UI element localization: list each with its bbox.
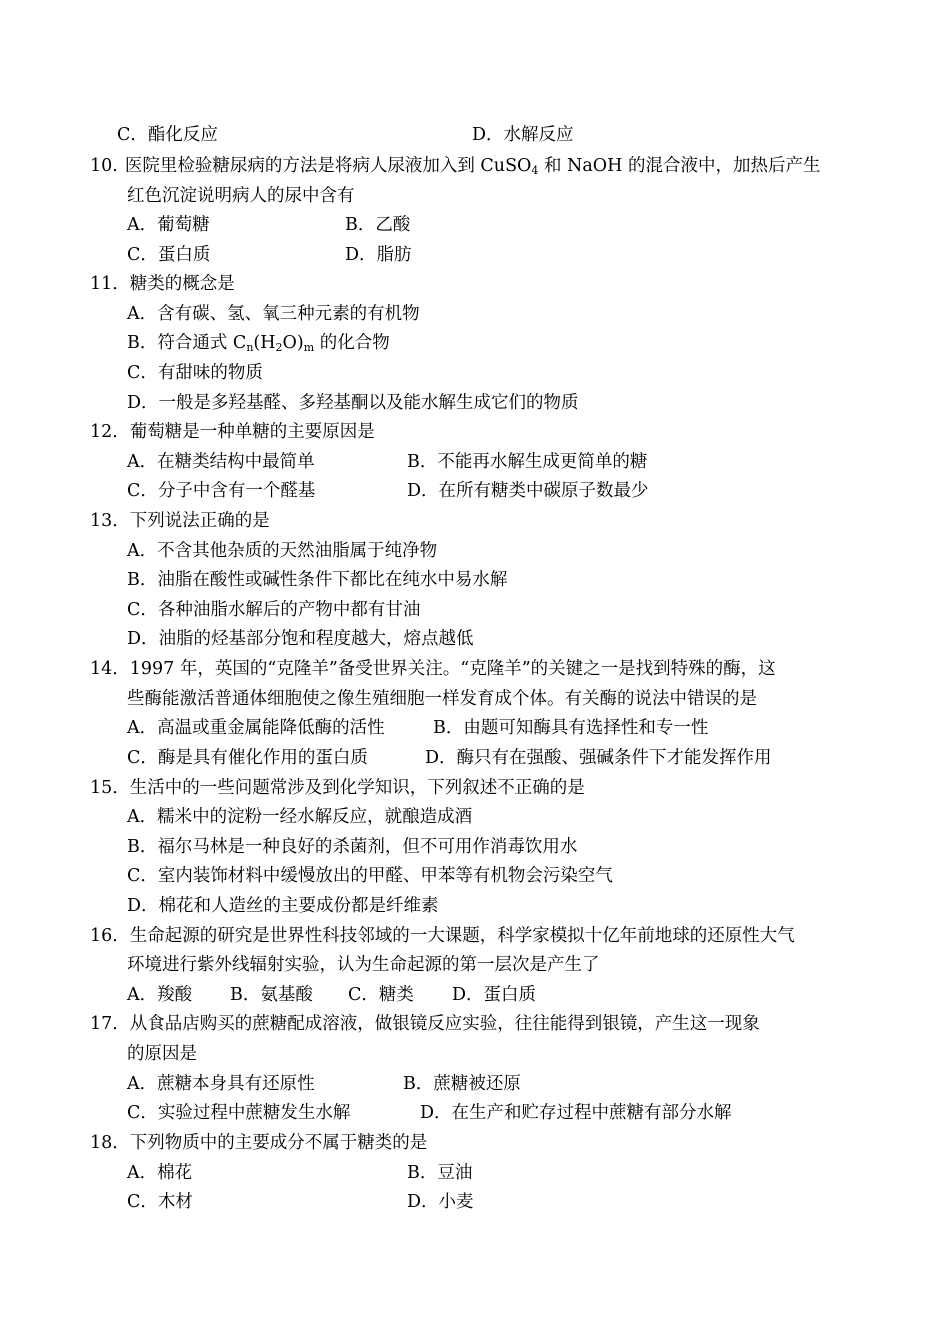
q12-option-a: A．在糖类结构中最简单 (127, 452, 315, 472)
q10-option-d: D．脂肪 (345, 245, 412, 265)
q14-option-c: C．酶是具有催化作用的蛋白质 (127, 748, 368, 768)
q16-stem-line2: 环境进行紫外线辐射实验，认为生命起源的第一层次是产生了 (127, 955, 600, 975)
q18-option-b: B．豆油 (407, 1163, 473, 1183)
q16-option-d: D．蛋白质 (452, 985, 537, 1005)
q14-stem-line2: 些酶能激活普通体细胞使之像生殖细胞一样发育成个体。有关酶的说法中错误的是 (127, 689, 757, 709)
q14-option-d: D．酶只有在强酸、强碱条件下才能发挥作用 (425, 748, 772, 768)
q16-option-b: B．氨基酸 (230, 985, 313, 1005)
q15-number: 15． (90, 778, 130, 798)
q17-stem-text1: 从食品店购买的蔗糖配成溶液，做银镜反应实验，往往能得到银镜，产生这一现象 (129, 1014, 760, 1034)
q11-stem (90, 273, 235, 295)
q12-stem (90, 421, 375, 443)
q12-option-b: B．不能再水解生成更简单的糖 (407, 452, 648, 472)
q18-stem (90, 1132, 427, 1154)
q12-stem-text: 葡萄糖是一种单糖的主要原因是 (129, 422, 375, 442)
q18-number: 18． (90, 1133, 130, 1153)
q15-stem (90, 777, 585, 799)
q17-number: 17． (90, 1014, 130, 1034)
q16-option-a: A．羧酸 (127, 985, 193, 1005)
q15-option-d: D．棉花和人造丝的主要成份都是纤维素 (127, 896, 439, 916)
q10-stem-part-a: 医院里检验糖尿病的方法是将病人尿液加入到 CuSO (124, 156, 532, 176)
q10-option-b: B．乙酸 (345, 215, 411, 235)
q15-stem-text: 生活中的一些问题常涉及到化学知识，下列叙述不正确的是 (129, 778, 585, 798)
q11-option-b-part-b: (H (253, 333, 276, 353)
q11-option-b-sub-m: m (303, 341, 315, 354)
q18-option-c: C．木材 (127, 1192, 193, 1212)
q11-option-b (127, 332, 390, 354)
q17-option-b: B．蔗糖被还原 (403, 1074, 521, 1094)
q10-stem-part-b: 和 NaOH 的混合液中，加热后产生 (538, 156, 821, 176)
q15-option-c: C．室内装饰材料中缓慢放出的甲醛、甲苯等有机物会污染空气 (127, 866, 613, 886)
q14-stem-line1 (90, 658, 776, 680)
q16-option-c: C．糖类 (348, 985, 414, 1005)
q9-option-d: D．水解反应 (472, 125, 574, 145)
q14-number: 14． (90, 659, 130, 679)
q13-option-d: D．油脂的烃基部分饱和程度越大，熔点越低 (127, 629, 474, 649)
q13-stem-text: 下列说法正确的是 (129, 511, 270, 531)
q11-option-b-part-c: O) (282, 333, 304, 353)
q17-option-a: A．蔗糖本身具有还原性 (127, 1074, 315, 1094)
q11-option-b-sub-2: 2 (275, 341, 283, 354)
q13-stem (90, 510, 270, 532)
q11-option-c: C．有甜味的物质 (127, 363, 263, 383)
q13-number: 13． (90, 511, 130, 531)
q10-option-c: C．蛋白质 (127, 245, 211, 265)
q17-option-d: D．在生产和贮存过程中蔗糖有部分水解 (420, 1103, 732, 1123)
q15-option-a: A．糯米中的淀粉一经水解反应，就酿造成酒 (127, 807, 473, 827)
q16-stem-text1: 生命起源的研究是世界性科技邻域的一大课题，科学家模拟十亿年前地球的还原性大气 (129, 926, 795, 946)
q18-option-d: D．小麦 (407, 1192, 474, 1212)
q14-stem-text1: 1997 年，英国的“克隆羊”备受世界关注。“克隆羊”的关键之一是找到特殊的酶，这 (129, 659, 776, 679)
q17-stem-line1 (90, 1013, 760, 1035)
q13-option-c: C．各种油脂水解后的产物中都有甘油 (127, 600, 421, 620)
q11-option-d: D．一般是多羟基醛、多羟基酮以及能水解生成它们的物质 (127, 393, 579, 413)
q17-stem-line2: 的原因是 (127, 1044, 197, 1064)
q10-stem-line1 (90, 155, 820, 177)
q10-stem-line2: 红色沉淀说明病人的尿中含有 (127, 186, 355, 206)
q10-stem-subscript: 4 (531, 164, 539, 177)
q13-option-b: B．油脂在酸性或碱性条件下都比在纯水中易水解 (127, 570, 508, 590)
q12-option-d: D．在所有糖类中碳原子数最少 (407, 481, 649, 501)
q11-option-b-sub-n: n (246, 341, 254, 354)
q15-option-b: B．福尔马林是一种良好的杀菌剂，但不可用作消毒饮用水 (127, 837, 578, 857)
q10-number: 10. (90, 156, 118, 176)
q12-number: 12． (90, 422, 130, 442)
q11-option-b-part-d: 的化合物 (314, 333, 390, 353)
q11-stem-text: 糖类的概念是 (129, 274, 235, 294)
q11-option-b-part-a: B．符合通式 C (127, 333, 247, 353)
q13-option-a: A．不含其他杂质的天然油脂属于纯净物 (127, 541, 438, 561)
q16-stem-line1 (90, 925, 795, 947)
q11-number: 11． (90, 274, 130, 294)
q9-option-c: C．酯化反应 (117, 125, 218, 145)
q17-option-c: C．实验过程中蔗糖发生水解 (127, 1103, 351, 1123)
q11-option-a: A．含有碳、氢、氧三种元素的有机物 (127, 304, 420, 324)
q12-option-c: C．分子中含有一个醛基 (127, 481, 316, 501)
q16-number: 16． (90, 926, 130, 946)
q18-stem-text: 下列物质中的主要成分不属于糖类的是 (129, 1133, 428, 1153)
q18-option-a: A．棉花 (127, 1163, 193, 1183)
q14-option-b: B．由题可知酶具有选择性和专一性 (433, 718, 709, 738)
q14-option-a: A．高温或重金属能降低酶的活性 (127, 718, 385, 738)
q10-option-a: A．葡萄糖 (127, 215, 210, 235)
